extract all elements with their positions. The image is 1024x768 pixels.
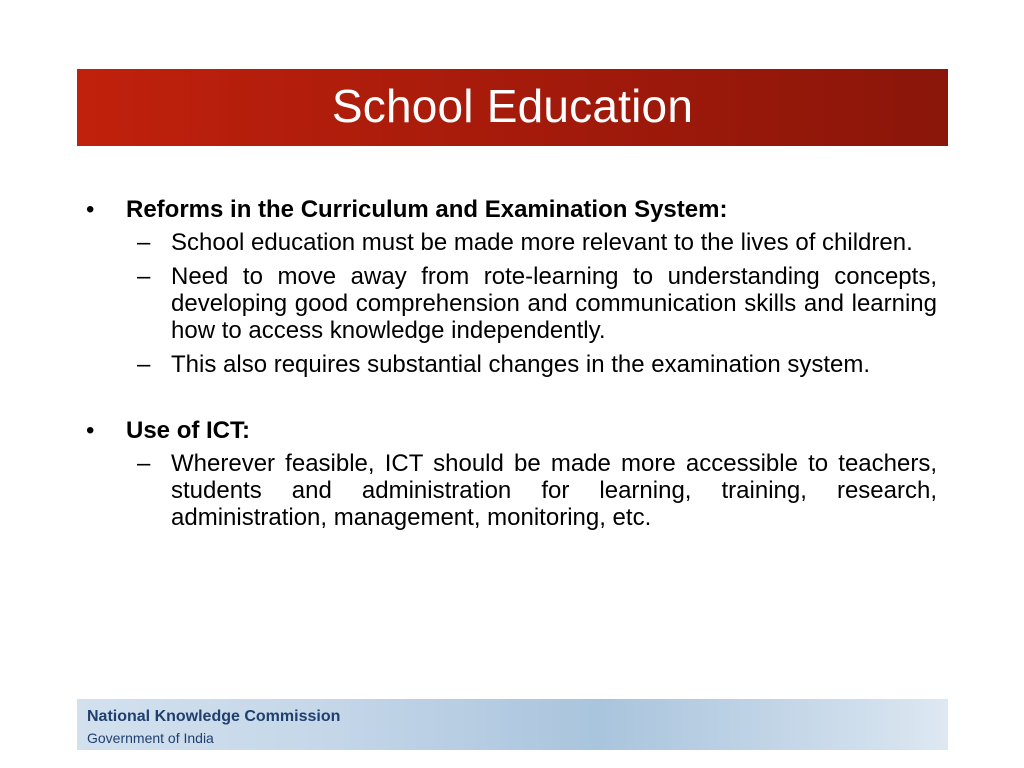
footer-organization: National Knowledge Commission [87, 708, 341, 725]
section-heading: Use of ICT: [126, 417, 251, 444]
dash-icon: – [137, 263, 151, 290]
sub-bullet [137, 351, 937, 378]
sub-bullet-text: School education must be made more relevant to the lives of children. [171, 229, 913, 256]
sub-bullet [137, 229, 937, 256]
sub-bullet [137, 450, 937, 531]
dash-icon: – [137, 229, 151, 256]
section-spacer [84, 378, 937, 417]
sub-bullet-text: Wherever feasible, ICT should be made more accessible to teachers, students and administration for learning, training, research, administration, management, monitoring, etc. [171, 450, 937, 531]
dash-icon: – [137, 450, 151, 477]
bullet-icon: • [86, 196, 95, 223]
bullet-icon: • [86, 417, 95, 444]
section-bullet [84, 417, 937, 444]
section-bullet [84, 196, 937, 223]
section-heading: Reforms in the Curriculum and Examination System: [126, 196, 728, 223]
dash-icon: – [137, 351, 151, 378]
slide-content [84, 196, 937, 531]
sub-bullet-text: Need to move away from rote-learning to understanding concepts, developing good comprehension and communication skills and learning how to access knowledge independently. [171, 263, 937, 344]
footer-government: Government of India [87, 730, 214, 746]
sub-bullet-text: This also requires substantial changes in the examination system. [171, 351, 871, 378]
slide-title: School Education [331, 79, 694, 132]
footer-bar [77, 699, 948, 750]
title-bar [77, 69, 948, 146]
sub-bullet [137, 263, 937, 344]
